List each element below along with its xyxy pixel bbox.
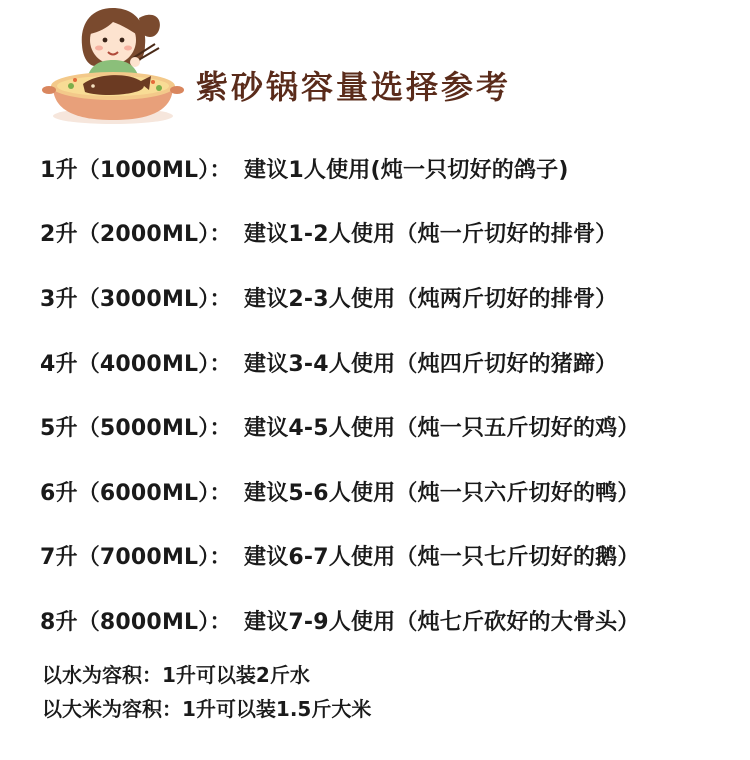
capacity-label: 1升（1000ML）： [40, 157, 232, 183]
note-water: 以水为容积：1升可以装2斤水 [42, 662, 310, 687]
capacity-description: 建议4-5人使用（炖一只五斤切好的鸡） [244, 416, 640, 442]
capacity-description: 建议1人使用(炖一只切好的鸽子) [244, 157, 569, 183]
capacity-description: 建议3-4人使用（炖四斤切好的猪蹄） [244, 351, 618, 377]
notes [42, 656, 371, 724]
capacity-label: 5升（5000ML）： [40, 416, 232, 442]
capacity-description: 建议2-3人使用（炖两斤切好的排骨） [244, 286, 618, 312]
capacity-label: 7升（7000ML）： [40, 545, 232, 571]
capacity-label: 6升（6000ML）： [40, 480, 232, 506]
capacity-row-1 [40, 136, 740, 201]
capacity-description: 建议1-2人使用（炖一斤切好的排骨） [244, 222, 618, 248]
capacity-label: 3升（3000ML）： [40, 286, 232, 312]
capacity-description: 建议6-7人使用（炖一只七斤切好的鹅） [244, 545, 640, 571]
capacity-list [40, 136, 740, 653]
capacity-row-5 [40, 394, 740, 459]
capacity-row-4 [40, 330, 740, 395]
capacity-description: 建议5-6人使用（炖一只六斤切好的鸭） [244, 480, 640, 506]
capacity-row-7 [40, 524, 740, 589]
header [0, 0, 750, 130]
capacity-label: 8升（8000ML）： [40, 609, 232, 635]
capacity-description: 建议7-9人使用（炖七斤砍好的大骨头） [244, 609, 640, 635]
page-title: 紫砂锅容量选择参考 [196, 68, 512, 106]
capacity-row-6 [40, 459, 740, 524]
note-rice: 以大米为容积：1升可以装1.5斤大米 [42, 696, 372, 721]
cooking-girl-illustration [35, 0, 195, 128]
capacity-label: 4升（4000ML）： [40, 351, 232, 377]
capacity-label: 2升（2000ML）： [40, 222, 232, 248]
capacity-row-3 [40, 265, 740, 330]
capacity-row-2 [40, 201, 740, 266]
capacity-row-8 [40, 588, 740, 653]
